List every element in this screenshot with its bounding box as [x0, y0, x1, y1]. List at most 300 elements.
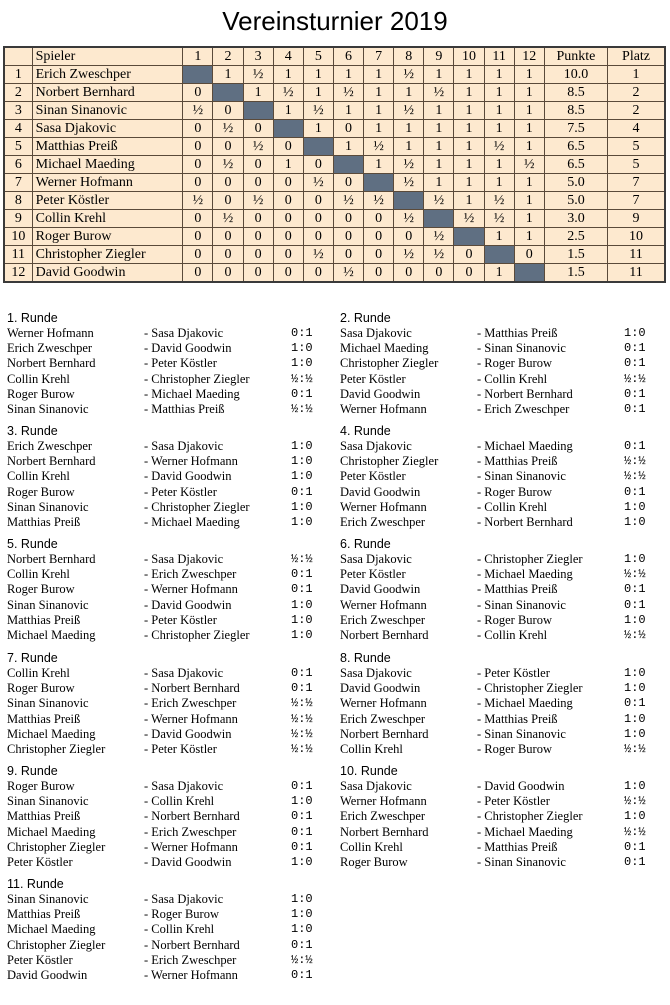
- game-result: 1:0: [291, 794, 313, 809]
- result-cell: 0: [213, 138, 243, 156]
- header-col-7: 7: [364, 47, 394, 66]
- header-col-9: 9: [424, 47, 454, 66]
- game-result: ½:½: [291, 401, 313, 416]
- result-cell: 0: [183, 264, 213, 283]
- rank-cell: 2: [608, 84, 665, 102]
- result-cell: 1: [484, 66, 514, 84]
- game-row: [7, 515, 337, 530]
- result-cell: 1: [303, 84, 333, 102]
- black-player: - Michael Maeding: [477, 824, 573, 839]
- result-cell: ½: [454, 210, 484, 228]
- result-cell: 1: [364, 84, 394, 102]
- diagonal-cell: [514, 264, 544, 283]
- result-cell: ½: [243, 66, 273, 84]
- black-player: - David Goodwin: [144, 341, 232, 356]
- result-cell: 1: [333, 102, 363, 120]
- game-row: [7, 953, 337, 968]
- game-result: ½:½: [624, 454, 646, 469]
- result-cell: 0: [243, 228, 273, 246]
- white-player: Collin Krehl: [7, 567, 70, 582]
- round-block: [7, 311, 337, 417]
- black-player: - Peter Köstler: [144, 356, 217, 371]
- white-player: Michael Maeding: [7, 922, 96, 937]
- game-row: [340, 552, 670, 567]
- rank-cell: 11: [608, 264, 665, 283]
- result-cell: 1: [303, 120, 333, 138]
- game-row: [7, 469, 337, 484]
- rank-cell: 1: [608, 66, 665, 84]
- black-player: - Sasa Djakovic: [144, 892, 224, 906]
- game-row: [7, 840, 337, 855]
- diagonal-cell: [273, 120, 303, 138]
- game-row: [7, 567, 337, 582]
- game-result: ½:½: [624, 371, 646, 386]
- game-result: 1:0: [291, 454, 313, 469]
- diagonal-cell: [183, 66, 213, 84]
- rank-cell: 10: [608, 228, 665, 246]
- result-cell: 1: [454, 174, 484, 192]
- player-name: Roger Burow: [32, 228, 183, 246]
- game-row: [340, 666, 670, 681]
- white-player: Matthias Preiß: [7, 809, 81, 824]
- table-row: [4, 120, 665, 138]
- black-player: - Collin Krehl: [477, 499, 548, 514]
- game-row: [340, 794, 670, 809]
- diagonal-cell: [243, 102, 273, 120]
- black-player: - Sasa Djakovic: [144, 779, 224, 793]
- game-result: 1:0: [624, 681, 646, 696]
- black-player: - David Goodwin: [144, 726, 232, 741]
- white-player: Werner Hofmann: [340, 794, 427, 809]
- page-title: Vereinsturnier 2019: [222, 6, 448, 36]
- game-result: 1:0: [624, 666, 646, 680]
- result-cell: 0: [454, 246, 484, 264]
- game-row: [340, 825, 670, 840]
- points-cell: 8.5: [544, 84, 607, 102]
- player-name: Sasa Djakovic: [32, 120, 183, 138]
- white-player: Collin Krehl: [7, 666, 70, 680]
- result-cell: 0: [243, 156, 273, 174]
- game-row: [340, 712, 670, 727]
- black-player: - Norbert Bernhard: [144, 809, 240, 824]
- result-cell: 0: [364, 246, 394, 264]
- table-row: [4, 102, 665, 120]
- white-player: Werner Hofmann: [7, 326, 94, 340]
- black-player: - Sinan Sinanovic: [477, 597, 566, 612]
- game-row: [7, 485, 337, 500]
- game-result: 0:1: [624, 582, 646, 597]
- black-player: - Collin Krehl: [477, 371, 548, 386]
- diagonal-cell: [394, 192, 424, 210]
- round-block: [340, 537, 670, 643]
- round-block: [7, 537, 337, 643]
- rank-cell: 2: [608, 102, 665, 120]
- white-player: Matthias Preiß: [7, 907, 81, 922]
- result-cell: 1: [454, 138, 484, 156]
- round-title: 7. Runde: [7, 651, 58, 665]
- game-result: ½:½: [624, 794, 646, 809]
- black-player: - Sinan Sinanovic: [477, 469, 566, 484]
- result-cell: 1: [424, 66, 454, 84]
- result-cell: 0: [183, 138, 213, 156]
- game-row: [340, 454, 670, 469]
- player-number: 7: [4, 174, 32, 192]
- game-row: [7, 598, 337, 613]
- rank-cell: 5: [608, 138, 665, 156]
- game-row: [340, 840, 670, 855]
- header-col-2: 2: [213, 47, 243, 66]
- result-cell: 1: [454, 120, 484, 138]
- table-row: [4, 228, 665, 246]
- white-player: Peter Köstler: [340, 567, 406, 582]
- white-player: Sinan Sinanovic: [7, 401, 89, 416]
- header-col-1: 1: [183, 47, 213, 66]
- game-row: [7, 968, 337, 983]
- white-player: Christopher Ziegler: [340, 356, 439, 371]
- result-cell: 0: [333, 210, 363, 228]
- result-cell: 0: [183, 174, 213, 192]
- points-cell: 1.5: [544, 264, 607, 283]
- black-player: - Peter Köstler: [477, 666, 550, 680]
- header-col-10: 10: [454, 47, 484, 66]
- header-col-8: 8: [394, 47, 424, 66]
- white-player: Collin Krehl: [7, 469, 70, 484]
- game-result: 1:0: [624, 552, 646, 566]
- result-cell: 1: [514, 228, 544, 246]
- black-player: - David Goodwin: [144, 469, 232, 484]
- diagonal-cell: [364, 174, 394, 192]
- white-player: Sinan Sinanovic: [7, 794, 89, 809]
- black-player: - Michael Maeding: [477, 567, 573, 582]
- result-cell: 1: [514, 138, 544, 156]
- white-player: Christopher Ziegler: [7, 741, 106, 756]
- game-row: [7, 356, 337, 371]
- white-player: Norbert Bernhard: [7, 552, 96, 566]
- game-row: [340, 742, 670, 757]
- white-player: Matthias Preiß: [7, 612, 81, 627]
- game-row: [340, 613, 670, 628]
- table-header-row: [4, 47, 665, 66]
- game-result: 1:0: [624, 726, 646, 741]
- game-row: [340, 567, 670, 582]
- game-result: 0:1: [291, 809, 313, 824]
- black-player: - Sasa Djakovic: [144, 326, 224, 340]
- white-player: Sinan Sinanovic: [7, 892, 89, 906]
- white-player: Michael Maeding: [7, 627, 96, 642]
- header-col-12: 12: [514, 47, 544, 66]
- black-player: - Norbert Bernhard: [144, 681, 240, 696]
- round-title: 11. Runde: [7, 877, 64, 891]
- white-player: Werner Hofmann: [340, 597, 427, 612]
- result-cell: 0: [213, 264, 243, 283]
- player-number: 12: [4, 264, 32, 283]
- black-player: - Norbert Bernhard: [477, 514, 573, 529]
- game-row: [340, 500, 670, 515]
- result-cell: 0: [364, 228, 394, 246]
- black-player: - Christopher Ziegler: [144, 627, 250, 642]
- result-cell: ½: [243, 192, 273, 210]
- result-cell: ½: [394, 174, 424, 192]
- white-player: Matthias Preiß: [7, 514, 81, 529]
- game-result: 0:1: [624, 484, 646, 499]
- result-cell: ½: [333, 264, 363, 283]
- points-cell: 6.5: [544, 138, 607, 156]
- game-result: 0:1: [624, 356, 646, 371]
- player-name: Collin Krehl: [32, 210, 183, 228]
- result-cell: 0: [273, 246, 303, 264]
- points-cell: 2.5: [544, 228, 607, 246]
- result-cell: 1: [424, 138, 454, 156]
- white-player: Norbert Bernhard: [340, 627, 429, 642]
- game-row: [7, 387, 337, 402]
- game-result: 1:0: [624, 612, 646, 627]
- game-row: [7, 402, 337, 417]
- black-player: - Peter Köstler: [144, 612, 217, 627]
- game-row: [340, 372, 670, 387]
- diagonal-cell: [333, 156, 363, 174]
- game-row: [7, 628, 337, 643]
- result-cell: 0: [213, 192, 243, 210]
- result-cell: ½: [394, 156, 424, 174]
- white-player: Matthias Preiß: [7, 711, 81, 726]
- header-col-6: 6: [333, 47, 363, 66]
- result-cell: 0: [394, 264, 424, 283]
- result-cell: 1: [484, 102, 514, 120]
- result-cell: ½: [273, 84, 303, 102]
- player-name: Werner Hofmann: [32, 174, 183, 192]
- black-player: - Werner Hofmann: [144, 967, 238, 982]
- black-player: - Sasa Djakovic: [144, 552, 224, 566]
- game-result: 0:1: [291, 582, 313, 597]
- game-result: ½:½: [624, 741, 646, 756]
- result-cell: ½: [484, 210, 514, 228]
- result-cell: 0: [273, 228, 303, 246]
- game-row: [340, 515, 670, 530]
- table-row: [4, 246, 665, 264]
- result-cell: ½: [424, 246, 454, 264]
- game-result: 0:1: [624, 439, 646, 453]
- game-result: 0:1: [624, 341, 646, 356]
- points-cell: 8.5: [544, 102, 607, 120]
- game-result: 0:1: [291, 326, 313, 340]
- result-cell: 0: [243, 210, 273, 228]
- game-row: [7, 907, 337, 922]
- white-player: Roger Burow: [340, 854, 408, 869]
- game-row: [340, 356, 670, 371]
- result-cell: 0: [183, 156, 213, 174]
- game-row: [340, 402, 670, 417]
- player-number: 3: [4, 102, 32, 120]
- white-player: Michael Maeding: [7, 824, 96, 839]
- white-player: Sasa Djakovic: [340, 439, 412, 453]
- rank-cell: 7: [608, 174, 665, 192]
- game-row: [340, 598, 670, 613]
- game-result: 1:0: [624, 711, 646, 726]
- game-row: [7, 681, 337, 696]
- player-number: 5: [4, 138, 32, 156]
- round-title: 5. Runde: [7, 537, 58, 551]
- white-player: Norbert Bernhard: [7, 454, 96, 469]
- result-cell: 0: [243, 120, 273, 138]
- black-player: - Erich Zweschper: [144, 824, 237, 839]
- result-cell: 1: [454, 156, 484, 174]
- round-block: [340, 311, 670, 417]
- result-cell: 1: [514, 192, 544, 210]
- game-result: 1:0: [624, 514, 646, 529]
- result-cell: 1: [514, 84, 544, 102]
- white-player: Christopher Ziegler: [7, 937, 106, 952]
- header-col-5: 5: [303, 47, 333, 66]
- result-cell: 0: [424, 264, 454, 283]
- result-cell: 0: [454, 264, 484, 283]
- black-player: - Sinan Sinanovic: [477, 726, 566, 741]
- black-player: - Peter Köstler: [144, 741, 217, 756]
- result-cell: ½: [213, 120, 243, 138]
- result-cell: ½: [303, 246, 333, 264]
- player-number: 4: [4, 120, 32, 138]
- round-block: [340, 764, 670, 870]
- white-player: David Goodwin: [340, 386, 421, 401]
- round-block: [7, 651, 337, 757]
- rank-cell: 9: [608, 210, 665, 228]
- result-cell: 1: [454, 192, 484, 210]
- white-player: Sinan Sinanovic: [7, 597, 89, 612]
- game-row: [7, 372, 337, 387]
- result-cell: 0: [333, 246, 363, 264]
- result-cell: ½: [424, 84, 454, 102]
- game-row: [340, 469, 670, 484]
- result-cell: 1: [514, 66, 544, 84]
- game-result: 0:1: [291, 484, 313, 499]
- black-player: - Matthias Preiß: [477, 454, 558, 469]
- result-cell: ½: [333, 192, 363, 210]
- result-cell: 1: [424, 120, 454, 138]
- table-row: [4, 138, 665, 156]
- round-title: 8. Runde: [340, 651, 391, 665]
- game-row: [340, 341, 670, 356]
- black-player: - Collin Krehl: [144, 794, 215, 809]
- cross-table: [3, 46, 666, 283]
- result-cell: ½: [303, 102, 333, 120]
- white-player: Roger Burow: [7, 386, 75, 401]
- result-cell: 0: [273, 174, 303, 192]
- player-name: Matthias Preiß: [32, 138, 183, 156]
- result-cell: 0: [303, 210, 333, 228]
- game-result: 1:0: [291, 439, 313, 453]
- white-player: Peter Köstler: [7, 952, 73, 967]
- game-result: 0:1: [291, 779, 313, 793]
- white-player: Norbert Bernhard: [340, 726, 429, 741]
- game-row: [340, 387, 670, 402]
- black-player: - Collin Krehl: [144, 922, 215, 937]
- rank-cell: 5: [608, 156, 665, 174]
- game-result: ½:½: [624, 627, 646, 642]
- points-cell: 5.0: [544, 192, 607, 210]
- white-player: Sasa Djakovic: [340, 552, 412, 566]
- result-cell: 0: [394, 228, 424, 246]
- table-row: [4, 156, 665, 174]
- black-player: - Christopher Ziegler: [144, 499, 250, 514]
- black-player: - Michael Maeding: [144, 386, 240, 401]
- game-result: 1:0: [291, 469, 313, 484]
- white-player: Erich Zweschper: [7, 341, 93, 356]
- game-row: [340, 439, 670, 454]
- game-result: 0:1: [291, 839, 313, 854]
- black-player: - Sinan Sinanovic: [477, 341, 566, 356]
- result-cell: ½: [484, 192, 514, 210]
- white-player: Collin Krehl: [340, 839, 403, 854]
- game-row: [7, 341, 337, 356]
- round-title: 9. Runde: [7, 764, 58, 778]
- game-row: [7, 696, 337, 711]
- game-result: 0:1: [624, 597, 646, 612]
- white-player: Roger Burow: [7, 582, 75, 597]
- black-player: - Norbert Bernhard: [477, 386, 573, 401]
- game-result: 1:0: [624, 779, 646, 793]
- game-result: ½:½: [624, 567, 646, 582]
- result-cell: ½: [484, 138, 514, 156]
- result-cell: 0: [183, 84, 213, 102]
- result-cell: 1: [394, 120, 424, 138]
- rank-cell: 11: [608, 246, 665, 264]
- points-cell: 3.0: [544, 210, 607, 228]
- game-result: 1:0: [291, 514, 313, 529]
- white-player: Erich Zweschper: [340, 711, 426, 726]
- game-row: [7, 500, 337, 515]
- game-row: [7, 922, 337, 937]
- result-cell: 0: [364, 210, 394, 228]
- result-cell: 1: [514, 102, 544, 120]
- player-number: 2: [4, 84, 32, 102]
- points-cell: 6.5: [544, 156, 607, 174]
- diagonal-cell: [484, 246, 514, 264]
- round-title: 1. Runde: [7, 311, 58, 325]
- result-cell: ½: [243, 138, 273, 156]
- player-number: 10: [4, 228, 32, 246]
- white-player: Werner Hofmann: [340, 499, 427, 514]
- result-cell: 1: [484, 120, 514, 138]
- white-player: Erich Zweschper: [340, 612, 426, 627]
- white-player: Peter Köstler: [7, 854, 73, 869]
- game-result: 0:1: [624, 854, 646, 869]
- result-cell: 1: [454, 66, 484, 84]
- white-player: Peter Köstler: [340, 371, 406, 386]
- result-cell: 1: [333, 138, 363, 156]
- white-player: Sasa Djakovic: [340, 779, 412, 793]
- game-row: [7, 779, 337, 794]
- game-result: 0:1: [624, 386, 646, 401]
- result-cell: 1: [364, 102, 394, 120]
- result-cell: 0: [273, 210, 303, 228]
- round-title: 10. Runde: [340, 764, 398, 778]
- result-cell: ½: [424, 228, 454, 246]
- player-name: Norbert Bernhard: [32, 84, 183, 102]
- header-nr: [4, 47, 32, 66]
- white-player: David Goodwin: [340, 681, 421, 696]
- white-player: Michael Maeding: [7, 726, 96, 741]
- black-player: - Werner Hofmann: [144, 711, 238, 726]
- game-result: 0:1: [291, 567, 313, 582]
- white-player: Roger Burow: [7, 681, 75, 696]
- game-result: 1:0: [291, 597, 313, 612]
- result-cell: 1: [333, 66, 363, 84]
- result-cell: 1: [394, 84, 424, 102]
- black-player: - Norbert Bernhard: [144, 937, 240, 952]
- result-cell: 0: [333, 228, 363, 246]
- result-cell: ½: [394, 66, 424, 84]
- black-player: - Roger Burow: [477, 612, 552, 627]
- result-cell: 0: [183, 120, 213, 138]
